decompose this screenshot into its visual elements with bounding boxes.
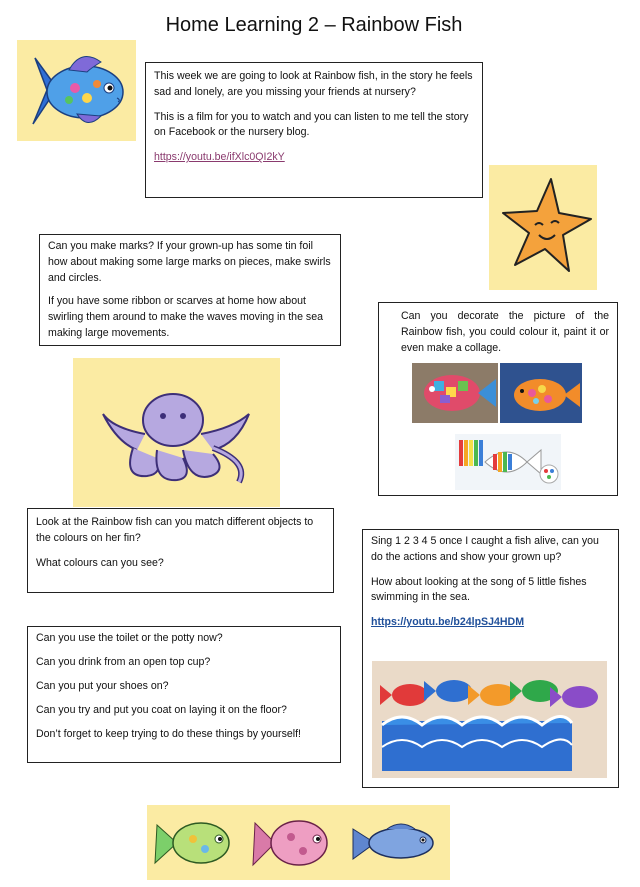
collage-fish-photo — [412, 363, 498, 423]
green-fish-icon — [155, 823, 229, 863]
octopus-picture — [73, 358, 280, 507]
page-title: Home Learning 2 – Rainbow Fish — [165, 14, 463, 36]
colour-match-text: Look at the Rainbow fish can you match different objects to the colours on her fin? — [36, 516, 314, 544]
toilet-question: Can you use the toilet or the potty now? — [36, 632, 223, 644]
painted-fish-photo — [500, 363, 582, 423]
pink-fish-icon — [253, 821, 327, 865]
story-video-link[interactable]: https://youtu.be/ifXlc0QI2kY — [154, 151, 285, 164]
song-video-link[interactable]: https://youtu.be/b24lpSJ4HDM — [371, 616, 525, 629]
mark-making-text: Can you make marks? If your grown-up has some tin foil how about making some large marks on pieces, make swirls and circles. — [48, 240, 331, 284]
ribbon-text: If you have some ribbon or scarves at home how about swirling them around to make the waves moving in the sea making large movements. — [48, 295, 323, 339]
colours-question: What colours can you see? — [36, 556, 164, 569]
five-fishes-craft-photo — [372, 661, 607, 778]
decorate-box — [378, 302, 618, 496]
three-fish-picture — [147, 805, 450, 880]
coat-question: Can you try and put you coat on laying it on the floor? — [36, 704, 287, 716]
mark-making-box — [39, 234, 341, 346]
self-care-box — [27, 626, 341, 763]
starfish-picture — [489, 165, 597, 290]
crayon-fish-photo — [455, 434, 561, 490]
blue-fish-icon — [353, 824, 433, 859]
intro-film-text: This is a film for you to watch and you can listen to me tell the story on Facebook or the nursery blog. — [154, 110, 469, 139]
intro-box — [145, 62, 483, 198]
shoes-question: Can you put your shoes on? — [36, 680, 169, 692]
colour-match-box — [27, 508, 334, 593]
cup-question: Can you drink from an open top cup? — [36, 656, 211, 668]
decorate-text: Can you decorate the picture of the Rainbow fish, you could colour it, paint it or even make a collage. — [401, 310, 609, 354]
rainbow-fish-picture — [17, 40, 136, 141]
five-fishes-text: How about looking at the song of 5 little fishes swimming in the sea. — [371, 575, 587, 604]
song-text: Sing 1 2 3 4 5 once I caught a fish alive, can you do the actions and show your grown up? — [371, 535, 599, 563]
keep-trying-text: Don’t forget to keep trying to do these things by yourself! — [36, 728, 301, 740]
song-box — [362, 529, 619, 788]
intro-text: This week we are going to look at Rainbow fish, in the story he feels sad and lonely, are you missing your friends at nursery? — [154, 70, 473, 98]
